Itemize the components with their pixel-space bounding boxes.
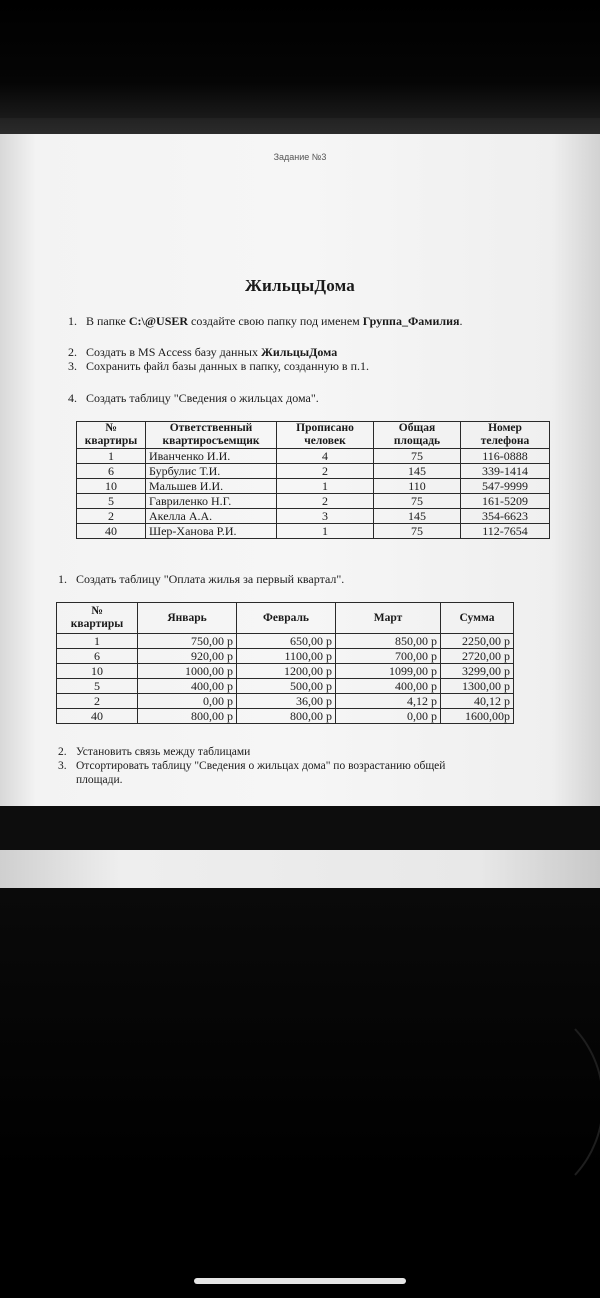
payments-table (56, 602, 514, 724)
home-indicator[interactable] (194, 1278, 406, 1284)
document-page-bottom (0, 850, 600, 888)
table-row: 10 1000,00 р 1200,00 р 1099,00 р 3299,00 р (57, 664, 514, 679)
page-header: Задание №3 (273, 152, 327, 162)
table-row: 1 750,00 р 650,00 р 850,00 р 2250,00 р (57, 634, 514, 649)
col-header-january: Январь (138, 603, 237, 634)
col-header-area: Общая площадь (374, 422, 461, 449)
document-page (0, 134, 600, 806)
col-header-apartment: № квартиры (57, 603, 138, 634)
monitor-bezel-top (0, 0, 600, 118)
col-header-tenant: Ответственный квартиросъемщик (146, 422, 277, 449)
step-3: 3. Сохранить файл базы данных в папку, созданную в п.1. (68, 359, 369, 373)
table-row: 6 920,00 р 1100,00 р 700,00 р 2720,00 р (57, 649, 514, 664)
step-create-payment-table: 1. Создать таблицу "Оплата жилья за первый квартал". (58, 572, 345, 586)
residents-table (76, 421, 550, 539)
step-sort-table-cont: площади. (76, 774, 123, 786)
col-header-apartment: № квартиры (77, 422, 146, 449)
table-row: 40 800,00 р 800,00 р 0,00 р 1600,00р (57, 709, 514, 724)
residents-table-header (77, 422, 550, 449)
step-link-tables: 2. Установить связь между таблицами (58, 746, 251, 758)
col-header-registered: Прописано человек (277, 422, 374, 449)
col-header-march: Март (336, 603, 441, 634)
step-sort-table: 3. Отсортировать таблицу "Сведения о жильцах дома" по возрастанию общей (58, 760, 446, 772)
col-header-phone: Номер телефона (461, 422, 550, 449)
cable-shadow (420, 1000, 600, 1204)
table-row: 5 400,00 р 500,00 р 400,00 р 1300,00 р (57, 679, 514, 694)
table-row: 2 0,00 р 36,00 р 4,12 р 40,12 р (57, 694, 514, 709)
step-2: 2. Создать в MS Access базу данных ЖильцыДома (68, 345, 338, 359)
step-4: 4. Создать таблицу "Сведения о жильцах дома". (68, 391, 319, 405)
col-header-sum: Сумма (441, 603, 514, 634)
table-row: 10 Мальшев И.И. 1 110 547-9999 (77, 479, 550, 494)
payments-table-header (57, 603, 514, 634)
table-row: 5 Гавриленко Н.Г. 2 75 161-5209 (77, 494, 550, 509)
table-row: 40 Шер-Ханова Р.И. 1 75 112-7654 (77, 524, 550, 539)
table-row: 6 Бурбулис Т.И. 2 145 339-1414 (77, 464, 550, 479)
table-row: 2 Акелла А.А. 3 145 354-6623 (77, 509, 550, 524)
document-title: ЖильцыДома (244, 276, 356, 295)
table-row: 1 Иванченко И.И. 4 75 116-0888 (77, 449, 550, 464)
col-header-february: Февраль (237, 603, 336, 634)
monitor-gap (0, 806, 600, 850)
step-1: 1. В папке C:\@USER создайте свою папку под именем Группа_Фамилия. (68, 314, 463, 328)
